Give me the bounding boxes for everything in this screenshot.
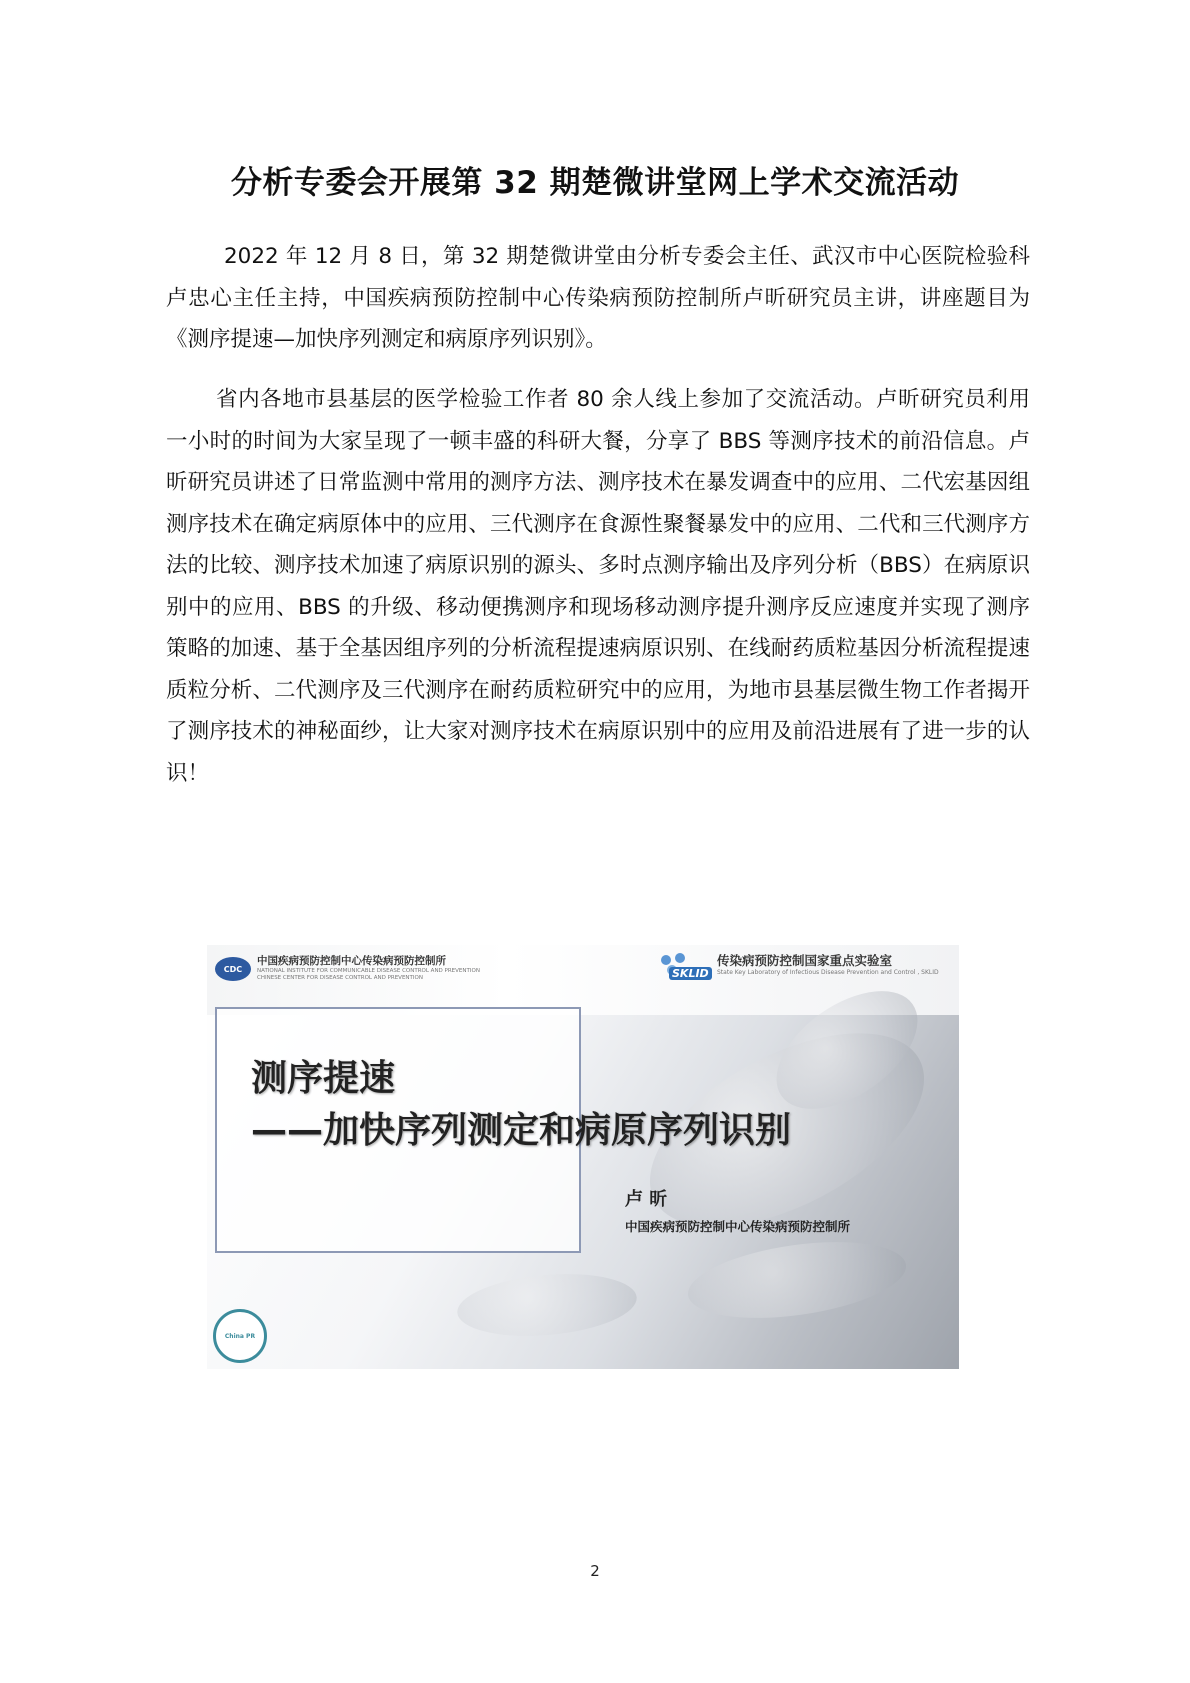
lecture-slide-image [207, 945, 959, 1369]
paragraph-1: 2022 年 12 月 8 日，第 32 期楚微讲堂由分析专委会主任、武汉市中心医院检验科卢忠心主任主持，中国疾病预防控制中心传染病预防控制所卢昕研究员主讲，讲座题目为《测序提速—加快序列测定和病原序列识别》。 [166, 244, 1030, 352]
cdc-name-cn: 中国疾病预防控制中心传染病预防控制所 [257, 955, 446, 967]
speaker-organization: 中国疾病预防控制中心传染病预防控制所 [625, 1219, 851, 1234]
paragraph-2: 省内各地市县基层的医学检验工作者 80 余人线上参加了交流活动。卢昕研究员利用一小时的时间为大家呈现了一顿丰盛的科研大餐，分享了 BBS 等测序技术的前沿信息。卢昕研究员讲述了日常监测中常用的测序方法、测序技术在暴发调查中的应用、二代宏基因组测序技术在确定病原体中的应用、三代测序在食源性聚餐暴发中的应用、二代和三代测序方法的比较、测序技术加速了病原识别的源头、多时点测序输出及序列分析（BBS）在病原识别中的应用、BBS 的升级、移动便携测序和现场移动测序提升测序反应速度并实现了测序策略的加速、基于全基因组序列的分析流程提速病原识别、在线耐药质粒基因分析流程提速质粒分析、二代测序及三代测序在耐药质粒研究中的应用，为地市县基层微生物工作者揭开了测序技术的神秘面纱，让大家对测序技术在病原识别中的应用及前沿进展有了进一步的认识！ [166, 387, 1030, 786]
slide-title-line-1: 测序提速 [251, 1058, 396, 1099]
microbe-graphic [683, 1230, 911, 1330]
sklid-mark-icon [657, 953, 711, 987]
seal-text: China PR [224, 1332, 256, 1340]
article-title: 分析专委会开展第 32 期楚微讲堂网上学术交流活动 [230, 165, 960, 201]
sklid-name-en: State Key Laboratory of Infectious Disease Prevention and Control , SKLID [717, 969, 939, 976]
sklid-logo [657, 953, 939, 987]
slide-title [251, 1053, 791, 1157]
sklid-mark-text: SKLID [669, 967, 712, 980]
seal-logo-icon [213, 1309, 267, 1363]
cdc-name-en-1: NATIONAL INSTITUTE FOR COMMUNICABLE DISEASE CONTROL AND PREVENTION [257, 968, 480, 974]
sklid-name-cn: 传染病预防控制国家重点实验室 [717, 953, 893, 968]
cdc-logo [215, 955, 480, 982]
slide-title-line-2: ——加快序列测定和病原序列识别 [251, 1110, 792, 1151]
speaker-name: 卢 昕 [625, 1189, 668, 1210]
cdc-mark-icon: CDC [215, 957, 251, 981]
page-number: 2 [590, 1562, 600, 1580]
cdc-name-en-2: CHINESE CENTER FOR DISEASE CONTROL AND PREVENTION [257, 975, 423, 981]
microbe-graphic [455, 1267, 640, 1342]
